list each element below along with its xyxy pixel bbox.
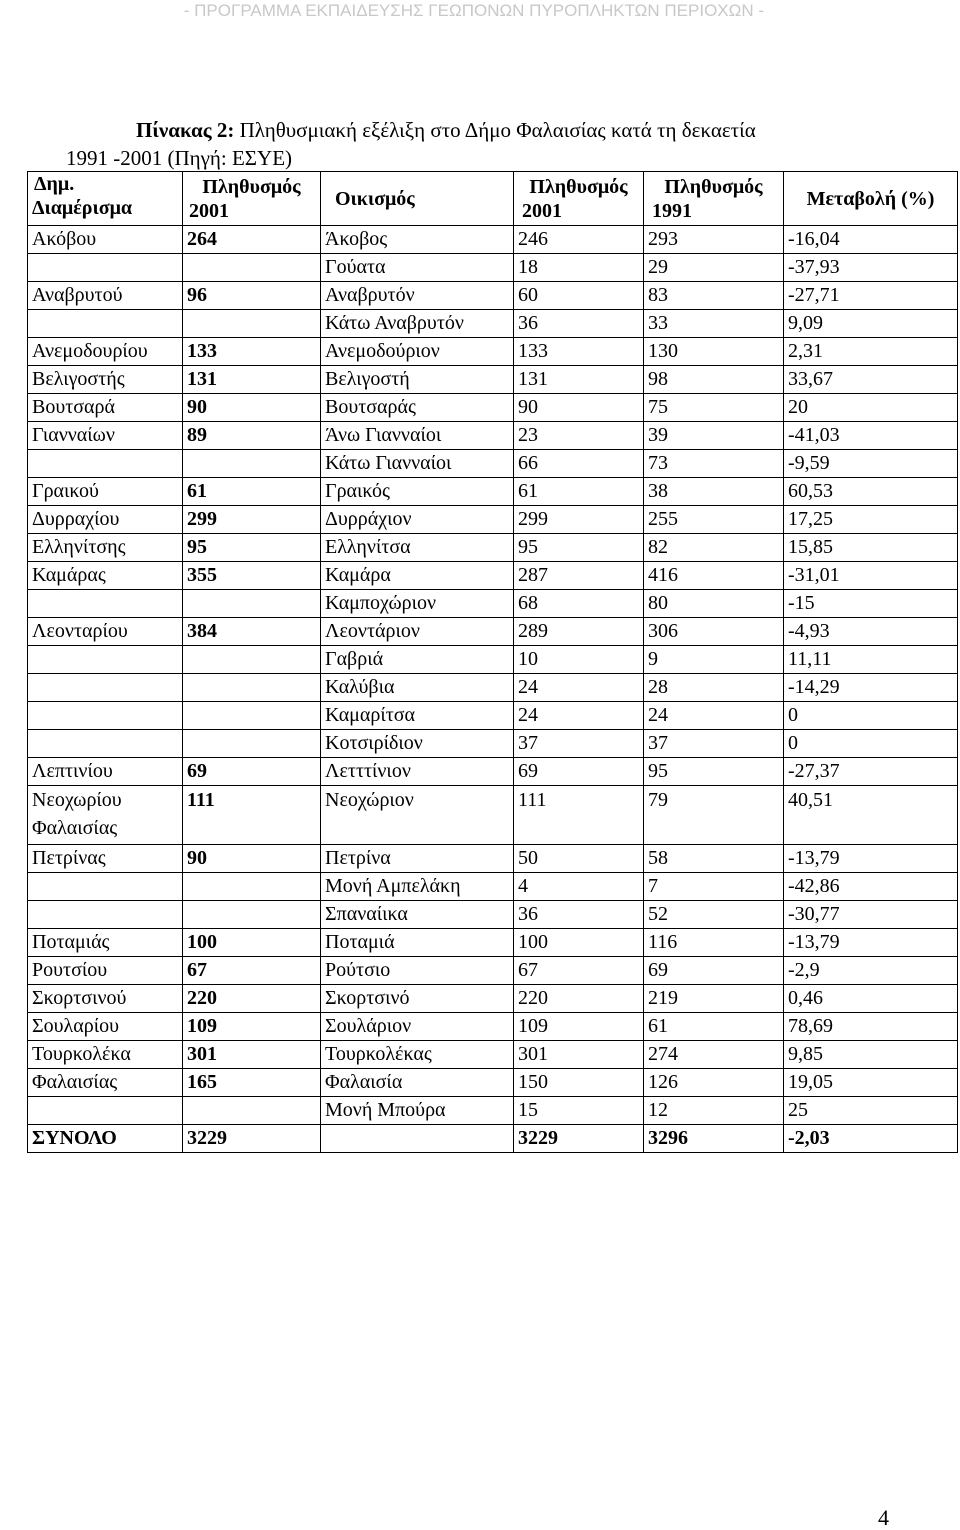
table-row (28, 366, 958, 394)
pop1991-cell: 61 (644, 1013, 784, 1041)
table-row (28, 1097, 958, 1125)
table-row (28, 310, 958, 338)
settlement-cell: Άκοβος (321, 226, 514, 254)
district-cell: Γραικού (28, 478, 183, 506)
change-cell: 9,85 (784, 1041, 958, 1069)
header-district-line2: Διαμέρισμα (32, 197, 133, 219)
change-cell: -37,93 (784, 254, 958, 282)
district-cell (28, 873, 183, 901)
total-pop2001-cell: 3229 (514, 1125, 644, 1153)
district-pop-cell (183, 590, 321, 618)
pop2001-cell: 69 (514, 758, 644, 786)
settlement-cell: Σκορτσινό (321, 985, 514, 1013)
change-cell: 0 (784, 702, 958, 730)
district-pop-cell: 131 (183, 366, 321, 394)
district-cell: Τουρκολέκα (28, 1041, 183, 1069)
settlement-cell: Σπαναίικα (321, 901, 514, 929)
header-pop2001-settlement-line2: 2001 (522, 199, 562, 222)
header-district (28, 172, 183, 226)
header-pop1991-line2: 1991 (652, 199, 692, 222)
population-table (27, 171, 958, 1153)
district-pop-cell: 89 (183, 422, 321, 450)
change-cell: -30,77 (784, 901, 958, 929)
change-cell: -31,01 (784, 562, 958, 590)
district-cell (28, 254, 183, 282)
change-cell: 9,09 (784, 310, 958, 338)
district-cell: Πετρίνας (28, 845, 183, 873)
pop2001-cell: 287 (514, 562, 644, 590)
table-row (28, 845, 958, 873)
pop2001-cell: 23 (514, 422, 644, 450)
total-pop1991-cell: 3296 (644, 1125, 784, 1153)
district-pop-cell: 96 (183, 282, 321, 310)
caption-line-1 (66, 116, 896, 144)
change-cell: 78,69 (784, 1013, 958, 1041)
header-pop2001-district-line1: Πληθυσμός (202, 175, 301, 198)
district-pop-cell (183, 702, 321, 730)
change-cell: 40,51 (784, 786, 958, 845)
pop2001-cell: 24 (514, 702, 644, 730)
table-row (28, 562, 958, 590)
change-cell: 33,67 (784, 366, 958, 394)
district-cell (28, 646, 183, 674)
pop1991-cell: 37 (644, 730, 784, 758)
pop2001-cell: 299 (514, 506, 644, 534)
header-row (28, 172, 958, 226)
change-cell: -9,59 (784, 450, 958, 478)
settlement-cell: Σουλάριον (321, 1013, 514, 1041)
settlement-cell: Μονή Μπούρα (321, 1097, 514, 1125)
settlement-cell: Βουτσαράς (321, 394, 514, 422)
table-row (28, 985, 958, 1013)
pop2001-cell: 37 (514, 730, 644, 758)
settlement-cell: Γούατα (321, 254, 514, 282)
table-row (28, 674, 958, 702)
district-pop-cell: 69 (183, 758, 321, 786)
district-pop-cell: 355 (183, 562, 321, 590)
pop2001-cell: 220 (514, 985, 644, 1013)
settlement-cell: Ρούτσιο (321, 957, 514, 985)
pop2001-cell: 150 (514, 1069, 644, 1097)
pop1991-cell: 7 (644, 873, 784, 901)
district-cell: Δυρραχίου (28, 506, 183, 534)
settlement-cell: Άνω Γιανναίοι (321, 422, 514, 450)
table-row (28, 1069, 958, 1097)
district-pop-cell: 133 (183, 338, 321, 366)
table-row (28, 422, 958, 450)
pop2001-cell: 10 (514, 646, 644, 674)
settlement-cell: Βελιγοστή (321, 366, 514, 394)
district-cell: Σκορτσινού (28, 985, 183, 1013)
pop1991-cell: 98 (644, 366, 784, 394)
total-change-cell: -2,03 (784, 1125, 958, 1153)
district-cell: Αναβρυτού (28, 282, 183, 310)
district-cell (28, 590, 183, 618)
pop2001-cell: 67 (514, 957, 644, 985)
district-cell (28, 730, 183, 758)
table-row (28, 1041, 958, 1069)
pop2001-cell: 66 (514, 450, 644, 478)
table-row (28, 478, 958, 506)
pop1991-cell: 82 (644, 534, 784, 562)
header-change (784, 172, 958, 226)
pop2001-cell: 301 (514, 1041, 644, 1069)
settlement-cell: Καμαρίτσα (321, 702, 514, 730)
change-cell: 17,25 (784, 506, 958, 534)
settlement-cell: Γραικός (321, 478, 514, 506)
table-caption (66, 116, 896, 172)
pop2001-cell: 68 (514, 590, 644, 618)
district-cell: Λεονταρίου (28, 618, 183, 646)
table-row (28, 534, 958, 562)
change-cell: 0 (784, 730, 958, 758)
district-cell: Ανεμοδουρίου (28, 338, 183, 366)
change-cell: 19,05 (784, 1069, 958, 1097)
district-cell: Ποταμιάς (28, 929, 183, 957)
district-pop-cell (183, 310, 321, 338)
table-row (28, 338, 958, 366)
pop2001-cell: 95 (514, 534, 644, 562)
pop2001-cell: 246 (514, 226, 644, 254)
pop1991-cell: 126 (644, 1069, 784, 1097)
district-pop-cell (183, 901, 321, 929)
pop1991-cell: 219 (644, 985, 784, 1013)
district-pop-cell: 90 (183, 394, 321, 422)
pop2001-cell: 50 (514, 845, 644, 873)
pop2001-cell: 109 (514, 1013, 644, 1041)
change-cell: 20 (784, 394, 958, 422)
pop2001-cell: 4 (514, 873, 644, 901)
district-pop-cell: 384 (183, 618, 321, 646)
table-row (28, 702, 958, 730)
header-pop2001-settlement (514, 172, 644, 226)
district-pop-cell: 165 (183, 1069, 321, 1097)
district-pop-cell (183, 730, 321, 758)
change-cell: -13,79 (784, 845, 958, 873)
district-cell: Βουτσαρά (28, 394, 183, 422)
change-cell: -16,04 (784, 226, 958, 254)
header-pop2001-district-line2: 2001 (189, 199, 229, 222)
district-pop-cell: 264 (183, 226, 321, 254)
settlement-cell: Μονή Αμπελάκη (321, 873, 514, 901)
pop1991-cell: 69 (644, 957, 784, 985)
pop1991-cell: 80 (644, 590, 784, 618)
pop1991-cell: 39 (644, 422, 784, 450)
total-settlement-cell (321, 1125, 514, 1153)
pop2001-cell: 289 (514, 618, 644, 646)
total-row (28, 1125, 958, 1153)
table-row (28, 646, 958, 674)
pop2001-cell: 36 (514, 901, 644, 929)
header-pop2001-district (183, 172, 321, 226)
settlement-cell: Νεοχώριον (321, 786, 514, 845)
header-settlement-label: Οικισμός (335, 187, 415, 210)
header-pop2001-settlement-line1: Πληθυσμός (529, 175, 628, 198)
pop1991-cell: 73 (644, 450, 784, 478)
pop1991-cell: 274 (644, 1041, 784, 1069)
pop1991-cell: 83 (644, 282, 784, 310)
district-pop-cell: 301 (183, 1041, 321, 1069)
change-cell: -14,29 (784, 674, 958, 702)
district-cell: Καμάρας (28, 562, 183, 590)
total-district-cell: ΣΥΝΟΛΟ (28, 1125, 183, 1153)
change-cell: -4,93 (784, 618, 958, 646)
district-pop-cell (183, 450, 321, 478)
pop2001-cell: 90 (514, 394, 644, 422)
change-cell: -13,79 (784, 929, 958, 957)
change-cell: -27,37 (784, 758, 958, 786)
running-header: - ΠΡΟΓΡΑΜΜΑ ΕΚΠΑΙΔΕΥΣΗΣ ΓΕΩΠΟΝΩΝ ΠΥΡΟΠΛΗΚΤΩΝ ΠΕΡΙΟΧΩΝ - (183, 1, 764, 20)
pop1991-cell: 29 (644, 254, 784, 282)
district-cell: Γιανναίων (28, 422, 183, 450)
pop1991-cell: 306 (644, 618, 784, 646)
district-pop-cell: 111 (183, 786, 321, 845)
district-pop-cell (183, 1097, 321, 1125)
header-change-label: Μεταβολή (%) (806, 187, 935, 210)
district-cell (28, 702, 183, 730)
table-row (28, 226, 958, 254)
caption-label: Πίνακας 2: (136, 118, 235, 142)
change-cell: -41,03 (784, 422, 958, 450)
change-cell: 11,11 (784, 646, 958, 674)
district-pop-cell: 109 (183, 1013, 321, 1041)
table-row (28, 506, 958, 534)
district-cell (28, 674, 183, 702)
pop1991-cell: 58 (644, 845, 784, 873)
pop1991-cell: 95 (644, 758, 784, 786)
settlement-cell: Ανεμοδούριον (321, 338, 514, 366)
pop1991-cell: 24 (644, 702, 784, 730)
pop1991-cell: 416 (644, 562, 784, 590)
settlement-cell: Γαβριά (321, 646, 514, 674)
pop1991-cell: 52 (644, 901, 784, 929)
header-pop1991-line1: Πληθυσμός (664, 175, 763, 198)
district-pop-cell: 61 (183, 478, 321, 506)
pop1991-cell: 130 (644, 338, 784, 366)
table-row (28, 929, 958, 957)
pop2001-cell: 111 (514, 786, 644, 845)
settlement-cell: Πετρίνα (321, 845, 514, 873)
district-cell: Νεοχωρίου Φαλαισίας (28, 786, 183, 845)
settlement-cell: Κάτω Αναβρυτόν (321, 310, 514, 338)
pop1991-cell: 33 (644, 310, 784, 338)
district-pop-cell: 90 (183, 845, 321, 873)
district-cell (28, 450, 183, 478)
pop1991-cell: 79 (644, 786, 784, 845)
district-pop-cell: 100 (183, 929, 321, 957)
district-pop-cell (183, 674, 321, 702)
pop1991-cell: 255 (644, 506, 784, 534)
table-row (28, 254, 958, 282)
caption-text-1: Πληθυσμιακή εξέλιξη στο Δήμο Φαλαισίας κατά τη δεκαετία (239, 118, 756, 142)
pop1991-cell: 38 (644, 478, 784, 506)
district-cell: Ελληνίτσης (28, 534, 183, 562)
district-cell: Φαλαισίας (28, 1069, 183, 1097)
district-pop-cell: 67 (183, 957, 321, 985)
district-pop-cell: 220 (183, 985, 321, 1013)
pop1991-cell: 12 (644, 1097, 784, 1125)
change-cell: 15,85 (784, 534, 958, 562)
district-pop-cell (183, 646, 321, 674)
pop1991-cell: 75 (644, 394, 784, 422)
district-pop-cell: 299 (183, 506, 321, 534)
header-district-line1: Δημ. (34, 173, 75, 195)
table-row (28, 730, 958, 758)
table-row (28, 758, 958, 786)
table-body (28, 226, 958, 1153)
settlement-cell: Λεοντάριον (321, 618, 514, 646)
table-row (28, 1013, 958, 1041)
pop2001-cell: 24 (514, 674, 644, 702)
settlement-cell: Ελληνίτσα (321, 534, 514, 562)
pop2001-cell: 133 (514, 338, 644, 366)
pop2001-cell: 36 (514, 310, 644, 338)
change-cell: -27,71 (784, 282, 958, 310)
district-cell: Σουλαρίου (28, 1013, 183, 1041)
total-district-pop-cell: 3229 (183, 1125, 321, 1153)
change-cell: -15 (784, 590, 958, 618)
settlement-cell: Κάτω Γιανναίοι (321, 450, 514, 478)
district-cell (28, 310, 183, 338)
table-row (28, 450, 958, 478)
change-cell: 2,31 (784, 338, 958, 366)
district-cell (28, 1097, 183, 1125)
settlement-cell: Καλύβια (321, 674, 514, 702)
settlement-cell: Ποταμιά (321, 929, 514, 957)
page-number: 4 (878, 1505, 889, 1530)
change-cell: 25 (784, 1097, 958, 1125)
table-row (28, 618, 958, 646)
settlement-cell: Καμποχώριον (321, 590, 514, 618)
district-pop-cell (183, 873, 321, 901)
settlement-cell: Δυρράχιον (321, 506, 514, 534)
pop2001-cell: 60 (514, 282, 644, 310)
pop2001-cell: 15 (514, 1097, 644, 1125)
change-cell: 0,46 (784, 985, 958, 1013)
district-cell: Βελιγοστής (28, 366, 183, 394)
header-pop1991 (644, 172, 784, 226)
table-row (28, 786, 958, 845)
district-pop-cell (183, 254, 321, 282)
pop1991-cell: 28 (644, 674, 784, 702)
pop1991-cell: 9 (644, 646, 784, 674)
district-cell: Ρουτσίου (28, 957, 183, 985)
change-cell: -42,86 (784, 873, 958, 901)
pop1991-cell: 116 (644, 929, 784, 957)
pop2001-cell: 18 (514, 254, 644, 282)
pop2001-cell: 100 (514, 929, 644, 957)
settlement-cell: Αναβρυτόν (321, 282, 514, 310)
settlement-cell: Καμάρα (321, 562, 514, 590)
table-row (28, 590, 958, 618)
table-row (28, 873, 958, 901)
pop1991-cell: 293 (644, 226, 784, 254)
change-cell: 60,53 (784, 478, 958, 506)
pop2001-cell: 61 (514, 478, 644, 506)
district-cell: Λεπτινίου (28, 758, 183, 786)
settlement-cell: Κοτσιρίδιον (321, 730, 514, 758)
district-pop-cell: 95 (183, 534, 321, 562)
table-row (28, 282, 958, 310)
table-row (28, 901, 958, 929)
change-cell: -2,9 (784, 957, 958, 985)
district-cell: Ακόβου (28, 226, 183, 254)
table-row (28, 957, 958, 985)
table-row (28, 394, 958, 422)
pop2001-cell: 131 (514, 366, 644, 394)
settlement-cell: Λετττίνιον (321, 758, 514, 786)
district-cell (28, 901, 183, 929)
caption-text-2: 1991 -2001 (Πηγή: ΕΣΥΕ) (66, 146, 293, 170)
settlement-cell: Φαλαισία (321, 1069, 514, 1097)
settlement-cell: Τουρκολέκας (321, 1041, 514, 1069)
header-settlement (321, 172, 514, 226)
